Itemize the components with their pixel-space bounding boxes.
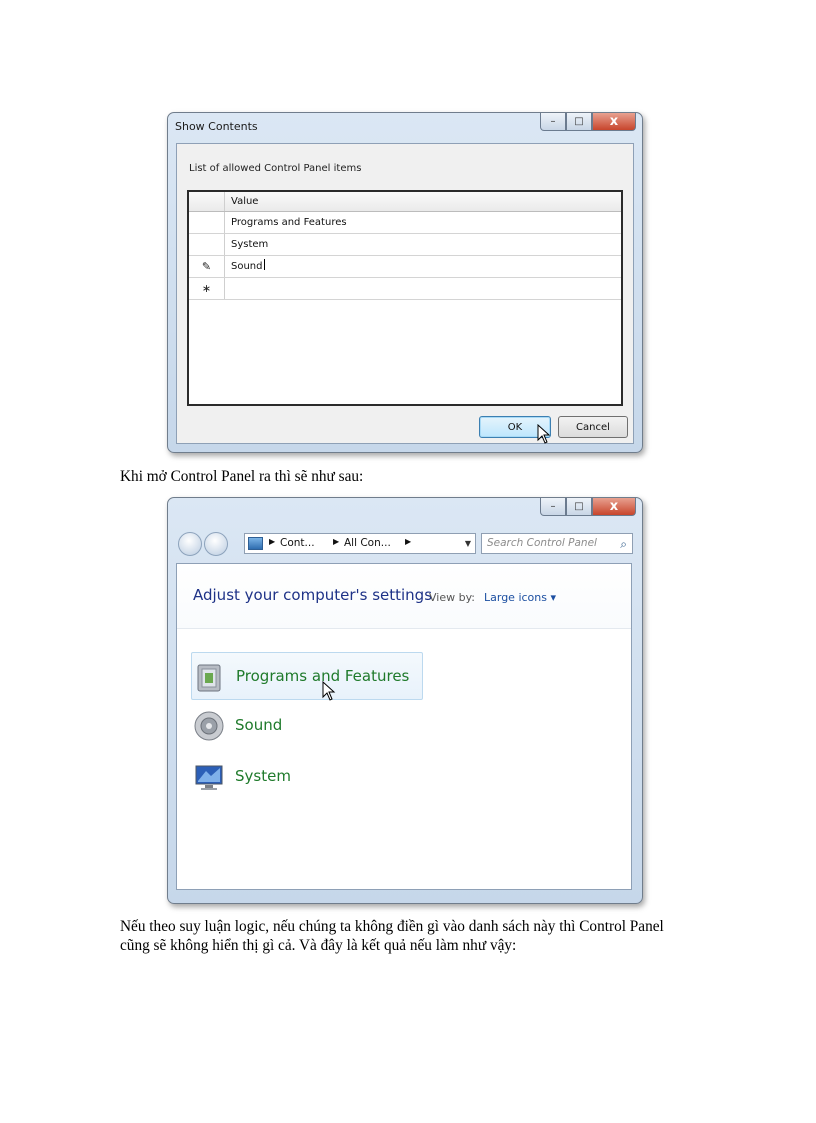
view-by-dropdown[interactable]: Large icons ▾ [484,591,556,604]
navigation-bar [176,529,634,561]
mouse-pointer-icon [322,681,336,701]
breadcrumb-item[interactable]: All Con... [344,537,391,549]
edit-pencil-icon: ✎ [189,256,225,277]
dialog-client-area [176,143,634,444]
minimize-icon: – [550,501,556,512]
breadcrumb-separator-icon: ▶ [405,537,412,546]
grid-row[interactable] [189,234,621,256]
minimize-button[interactable] [540,498,566,516]
address-bar[interactable] [244,533,476,554]
body-paragraph: Khi mở Control Panel ra thì sẽ như sau: [120,468,364,485]
caption-buttons [540,498,636,516]
cp-item-sound[interactable] [191,702,423,750]
cp-item-label: System [235,767,291,785]
cp-item-system[interactable] [191,753,423,801]
search-icon[interactable]: ⌕ [620,537,627,551]
control-panel-window [167,497,643,904]
close-icon: x [609,499,619,514]
ok-label: OK [507,421,523,433]
grid-cell-value[interactable]: Sound [231,256,265,278]
breadcrumb-separator-icon: ▶ [333,537,340,546]
grid-cell-value[interactable]: System [231,239,269,250]
breadcrumb-separator-icon: ▶ [269,537,276,546]
cp-item-programs-and-features[interactable] [191,652,423,700]
column-header-value[interactable]: Value [231,196,259,207]
row-selector[interactable] [189,212,225,233]
caption-buttons [540,113,636,131]
control-panel-content [176,563,632,890]
close-icon: x [609,114,619,129]
forward-button[interactable] [204,532,228,556]
grid-row-editing[interactable] [189,256,621,278]
maximize-button[interactable] [566,498,592,516]
cancel-label: Cancel [576,421,610,433]
breadcrumb-item[interactable]: Cont... [280,537,315,549]
page-title: Adjust your computer's settings [193,586,433,604]
row-header-corner [189,192,225,211]
maximize-icon: □ [574,501,584,512]
new-row-asterisk-icon: ∗ [189,278,225,299]
computer-icon [193,761,225,793]
maximize-icon: □ [574,116,584,127]
minimize-icon: – [550,116,556,127]
body-paragraph: cũng sẽ không hiển thị gì cả. Và đây là kết quả nếu làm như vậy: [120,937,517,954]
control-panel-icon [248,537,263,550]
allowed-items-grid[interactable] [187,190,623,406]
grid-cell-value[interactable]: Programs and Features [231,217,347,228]
search-placeholder: Search Control Panel [487,537,597,549]
view-by-label: View by: [429,591,475,604]
programs-features-icon [194,661,226,693]
cp-item-label: Programs and Features [236,667,410,685]
cancel-button[interactable] [558,416,628,438]
grid-new-row[interactable] [189,278,621,300]
address-dropdown-icon[interactable]: ▼ [464,539,471,548]
close-button[interactable] [592,498,636,516]
body-paragraph: Nếu theo suy luận logic, nếu chúng ta không điền gì vào danh sách này thì Control Panel [120,918,664,935]
cp-item-label: Sound [235,716,283,734]
back-button[interactable] [178,532,202,556]
mouse-pointer-icon [537,424,551,444]
grid-row[interactable] [189,212,621,234]
minimize-button[interactable] [540,113,566,131]
content-header [177,564,631,629]
search-box[interactable] [481,533,633,554]
dialog-title: Show Contents [175,120,258,133]
maximize-button[interactable] [566,113,592,131]
show-contents-dialog [167,112,643,453]
speaker-icon [193,710,225,742]
list-label: List of allowed Control Panel items [189,163,362,174]
grid-header-row [189,192,621,212]
row-selector[interactable] [189,234,225,255]
close-button[interactable] [592,113,636,131]
